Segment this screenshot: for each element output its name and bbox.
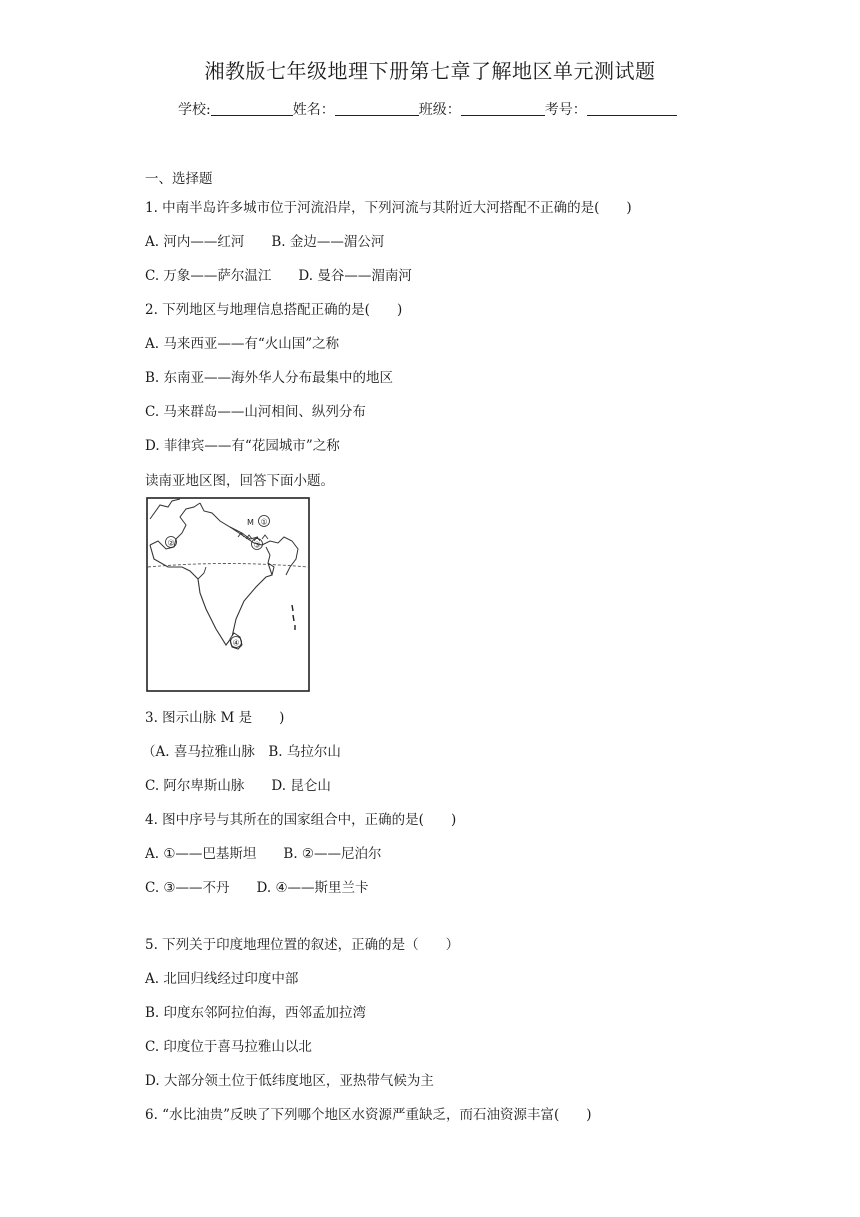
q2-option-b: B. 东南亚——海外华人分布最集中的地区 xyxy=(145,370,394,386)
q3-options-row1: （A. 喜马拉雅山脉 B. 乌拉尔山 xyxy=(142,744,341,760)
q4-options-row2: C. ③——不丹 D. ④——斯里兰卡 xyxy=(145,880,369,896)
q2-stem: 2. 下列地区与地理信息搭配正确的是( ) xyxy=(145,302,403,318)
q2-option-a: A. 马来西亚——有“火山国”之称 xyxy=(145,336,340,352)
q5-stem: 5. 下列关于印度地理位置的叙述，正确的是（ ） xyxy=(145,937,460,953)
q4-options-row1: A. ①——巴基斯坦 B. ②——尼泊尔 xyxy=(145,846,382,862)
label-2: ② xyxy=(167,538,175,548)
q6-stem: 6. “水比油贵”反映了下列哪个地区水资源严重缺乏，而石油资源丰富( ) xyxy=(145,1107,592,1123)
q5-option-d: D. 大部分领土位于低纬度地区，亚热带气候为主 xyxy=(145,1073,434,1089)
map-intro: 读南亚地区图，回答下面小题。 xyxy=(145,473,334,489)
name-blank[interactable] xyxy=(335,101,419,116)
q5-option-c: C. 印度位于喜马拉雅山以北 xyxy=(145,1039,312,1055)
q1-options-row2: C. 万象——萨尔温江 D. 曼谷——湄南河 xyxy=(145,268,412,284)
exam-no-label: 考号： xyxy=(544,102,587,118)
page-title: 湘教版七年级地理下册第七章了解地区单元测试题 xyxy=(204,59,656,83)
q5-option-b: B. 印度东邻阿拉伯海，西邻孟加拉湾 xyxy=(145,1005,367,1021)
student-info-line xyxy=(178,99,677,119)
school-blank[interactable] xyxy=(211,101,293,116)
label-m: M xyxy=(247,518,254,527)
map-frame xyxy=(147,498,309,691)
label-3: ③ xyxy=(253,540,261,550)
label-4: ④ xyxy=(232,638,240,648)
q3-options-row2: C. 阿尔卑斯山脉 D. 昆仑山 xyxy=(145,778,331,794)
name-label: 姓名： xyxy=(292,102,335,118)
school-label: 学校: xyxy=(178,102,211,118)
q4-stem: 4. 图中序号与其所在的国家组合中，正确的是( ) xyxy=(145,812,457,828)
q2-option-d: D. 菲律宾——有“花园城市”之称 xyxy=(145,438,340,454)
q1-options-row1: A. 河内——红河 B. 金边——湄公河 xyxy=(145,234,385,250)
label-1: ① xyxy=(260,517,268,527)
section-heading: 一、选择题 xyxy=(145,171,213,187)
south-asia-map xyxy=(146,497,310,692)
class-blank[interactable] xyxy=(461,101,545,116)
q5-option-a: A. 北回归线经过印度中部 xyxy=(145,971,299,987)
q2-option-c: C. 马来群岛——山河相间、纵列分布 xyxy=(145,404,366,420)
q3-stem: 3. 图示山脉 M 是 ) xyxy=(145,710,285,726)
q1-stem: 1. 中南半岛许多城市位于河流沿岸，下列河流与其附近大河搭配不正确的是( ) xyxy=(145,200,632,216)
exam-no-blank[interactable] xyxy=(587,101,677,116)
class-label: 班级： xyxy=(418,102,461,118)
